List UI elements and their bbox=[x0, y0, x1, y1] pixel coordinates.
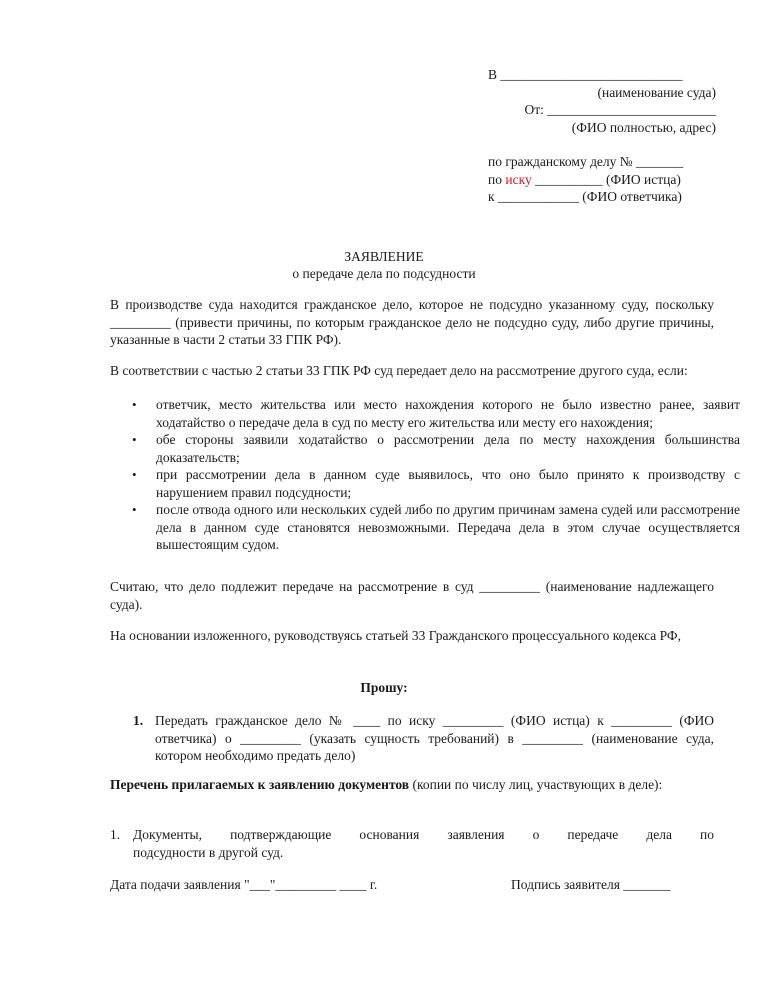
claim-link-word[interactable]: иску bbox=[505, 171, 532, 187]
claim-suffix: __________ (ФИО истца) bbox=[531, 171, 681, 187]
list-item: • при рассмотрении дела в данном суде выявилось, что оно было принято к производству с нарушением правил подсудности; bbox=[156, 466, 740, 501]
conditions-list bbox=[130, 396, 740, 554]
from-line: От: _________________________ bbox=[524, 102, 716, 117]
request-item-number: 1. bbox=[133, 713, 144, 728]
paragraph-opinion: Считаю, что дело подлежит передаче на рассмотрение в суд _________ (наименование надлежащего суда). bbox=[110, 579, 714, 612]
document-title: ЗАЯВЛЕНИЕ bbox=[344, 249, 424, 264]
court-line: В ___________________________ bbox=[488, 67, 683, 82]
request-item-text: Передать гражданское дело № ____ по иску _________ (ФИО истца) к _________ (ФИО ответчика) о _________ (указать сущность требований) в _________ (наименование суда, котором необходимо предать дело) bbox=[155, 713, 714, 763]
attachment-item-line2: подсудности в другой суд. bbox=[133, 844, 284, 860]
attachments-heading bbox=[110, 776, 714, 794]
court-hint: (наименование суда) bbox=[597, 84, 716, 100]
signature-line: Подпись заявителя _______ bbox=[511, 877, 671, 892]
paragraph-basis: На основании изложенного, руководствуясь статьей 33 Гражданского процессуального кодекса РФ, bbox=[110, 628, 681, 643]
defendant-line: к ____________ (ФИО ответчика) bbox=[488, 189, 682, 204]
request-heading: Прошу: bbox=[360, 680, 408, 695]
request-item bbox=[133, 712, 714, 765]
attachment-item-line1: Документы, подтверждающие основания заявления о передаче дела по bbox=[133, 827, 714, 842]
document-subtitle: о передаче дела по подсудности bbox=[292, 266, 476, 281]
attachment-item bbox=[110, 826, 714, 861]
attachment-item-number: 1. bbox=[110, 827, 121, 842]
paragraph-law-reference: В соответствии с частью 2 статьи 33 ГПК РФ суд передает дело на рассмотрение другого суда, если: bbox=[110, 363, 688, 378]
list-item: • обе стороны заявили ходатайство о рассмотрении дела по месту нахождения большинства доказательств; bbox=[156, 431, 740, 466]
list-item: • ответчик, место жительства или место нахождения которого не было известно ранее, заявит ходатайство о передаче дела в суд по месту его жительства или месту его нахождения; bbox=[156, 396, 740, 431]
list-item: • после отвода одного или нескольких судей либо по другим причинам замена судей или рассмотрение дела в данном суде становятся невозможными. Передача дела в этом случае осуществляется вышестоящим судом. bbox=[156, 501, 740, 554]
from-hint: (ФИО полностью, адрес) bbox=[571, 119, 716, 135]
addressee-block bbox=[488, 66, 716, 206]
case-number-line: по гражданскому делу № _______ bbox=[488, 154, 684, 169]
attachments-heading-bold: Перечень прилагаемых к заявлению документов bbox=[110, 777, 410, 792]
paragraph-case-info: В производстве суда находится гражданское дело, которое не подсудно указанному суду, поскольку _________ (привести причины, по которым гражданское дело не подсудно суду, либо другие причины, указанные в части 2 статьи 33 ГПК РФ). bbox=[110, 297, 714, 347]
claim-line bbox=[488, 171, 716, 189]
submission-date-line: Дата подачи заявления "___"_________ ____ г. bbox=[110, 877, 378, 892]
claim-prefix: по bbox=[488, 171, 506, 187]
attachments-heading-rest: (копии по числу лиц, участвующих в деле): bbox=[409, 777, 663, 792]
